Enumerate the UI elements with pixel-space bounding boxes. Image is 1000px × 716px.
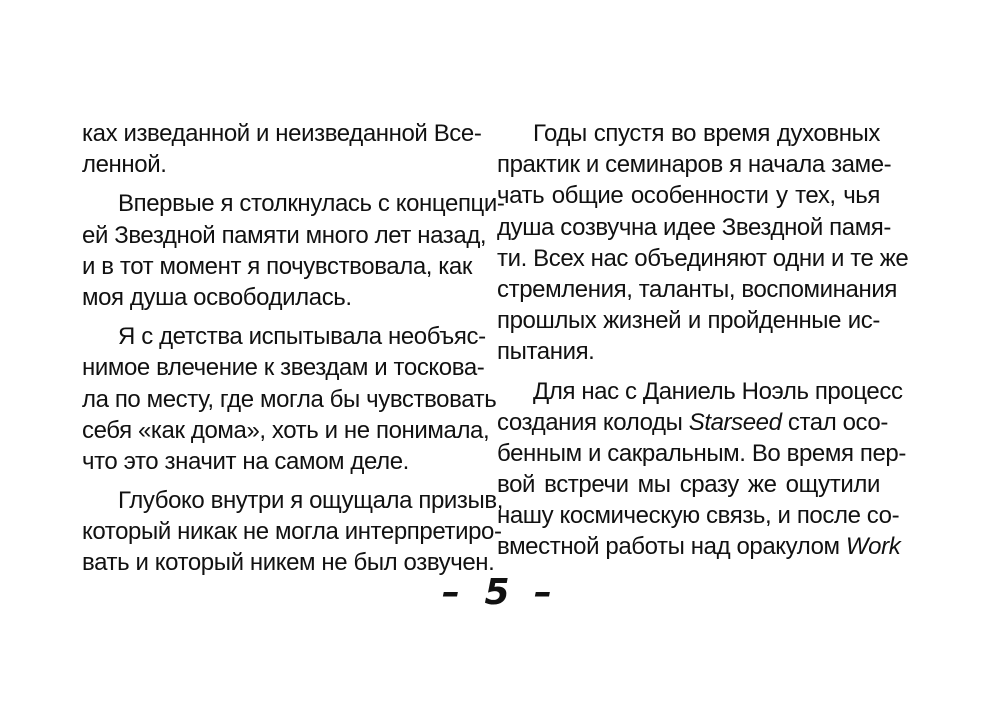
oracle-title-work: Work (845, 533, 901, 561)
text-line: ках изведанной и неизведанной Все- (82, 120, 482, 147)
paragraph (497, 118, 909, 368)
text-line: нимое влечение к звездам и тоскова- (82, 354, 485, 382)
paragraph (82, 485, 503, 579)
text-line: нашу космическую связь, и после со- (497, 502, 900, 530)
text-line: пытания. (497, 338, 595, 366)
text-line: Глубоко внутри я ощущала призыв, (118, 487, 503, 515)
text-fragment: создания колоды (497, 408, 689, 436)
text-line: вой встречи мы сразу же ощутили (497, 471, 880, 499)
text-line: практик и семинаров я начала заме- (497, 151, 892, 179)
text-line: чать общие особенности у тех, чья (497, 182, 880, 210)
text-line: себя «как дома», хоть и не понимала, (82, 416, 490, 444)
text-line: прошлых жизней и пройденные ис- (497, 307, 880, 335)
text-line: что это значит на самом деле. (82, 447, 409, 475)
text-line: Годы спустя во время духовных (533, 120, 880, 147)
paragraph (497, 376, 906, 563)
text-line: душа созвучна идее Звездной памя- (497, 213, 891, 241)
text-line: бенным и сакральным. Во время пер- (497, 439, 906, 467)
text-line (497, 407, 888, 438)
text-fragment: стал осо- (781, 408, 888, 436)
text-line: который никак не могла интерпретиро- (82, 518, 502, 546)
text-line: моя душа освободилась. (82, 283, 352, 311)
text-line (497, 531, 901, 562)
page-number: – 5 – (441, 572, 559, 613)
text-line: и в тот момент я почувствовала, как (82, 252, 472, 280)
deck-title-starseed: Starseed (688, 408, 782, 436)
text-line: стремления, таланты, воспоминания (497, 275, 897, 303)
text-line: Я с детства испытывала необъяс- (118, 323, 486, 351)
paragraph (82, 118, 482, 180)
text-line: ти. Всех нас объединяют одни и те же (497, 244, 909, 272)
left-column (82, 118, 505, 579)
text-line: Для нас с Даниель Ноэль процесс (533, 377, 903, 405)
paragraph (82, 188, 505, 313)
paragraph (82, 321, 497, 477)
text-line: вать и который никем не был озвучен. (82, 549, 495, 577)
right-column (497, 118, 909, 563)
text-line: ла по месту, где могла бы чувствовать (82, 385, 497, 413)
text-line: ленной. (82, 151, 167, 179)
text-fragment: вместной работы над оракулом (497, 533, 846, 561)
text-line: ей Звездной памяти много лет назад, (82, 221, 487, 249)
text-line: Впервые я столкнулась с концепци- (118, 190, 505, 218)
